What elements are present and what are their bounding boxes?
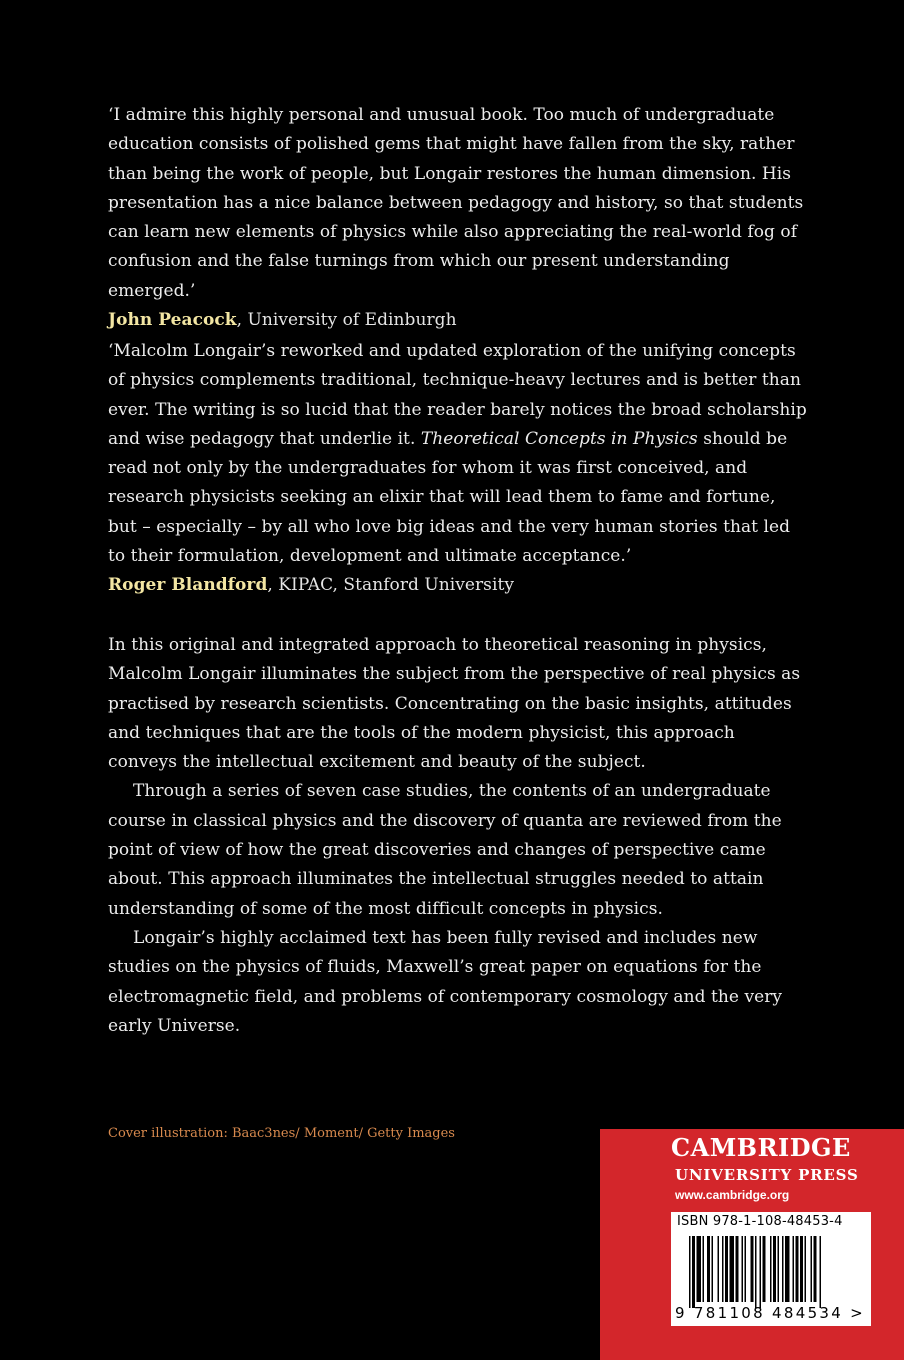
barcode-box: [671, 1212, 871, 1326]
publisher-url: www.cambridge.org: [675, 1188, 790, 1202]
description-paragraph: Longair’s highly acclaimed text has been fully revised and includes new studies on the physics of fluids, Maxwell’s great paper on equations for the electromagnetic field, and problems of contemporary cosmology and the very early Universe.: [108, 927, 783, 1036]
isbn-label: ISBN 978-1-108-48453-4: [677, 1214, 843, 1229]
barcode-digits: 9 781108 484534 >: [675, 1304, 866, 1322]
quote-affiliation: , University of Edinburgh: [236, 310, 457, 331]
barcode-bar: [800, 1236, 803, 1302]
barcode-bar: [805, 1236, 807, 1302]
barcode-bar: [707, 1236, 710, 1302]
barcode-bar: [725, 1236, 728, 1302]
barcode-bar: [703, 1236, 705, 1302]
barcode-bar: [782, 1236, 784, 1302]
barcode-bar: [751, 1236, 754, 1302]
publisher-logo-press: UNIVERSITY PRESS: [675, 1166, 859, 1184]
barcode-bar: [796, 1236, 799, 1302]
quote-text: ‘I admire this highly personal and unusual book. Too much of undergraduate education consists of polished gems that might have fallen from the sky, rather than being the work of people, but Longair restores the human dimension. His presentation has a nice balance between pedagogy and history, so that students can learn new elements of physics while also appreciating the real-world fog of confusion and the false turnings from which our present understanding emerged.’: [108, 105, 804, 301]
barcode-bar: [820, 1236, 822, 1308]
publisher-logo-name: CAMBRIDGE: [671, 1133, 851, 1162]
barcode-bar: [760, 1236, 762, 1308]
barcode-bar: [689, 1236, 691, 1308]
description-paragraph: Through a series of seven case studies, the contents of an undergraduate course in classical physics and the discovery of quanta are reviewed from the point of view of how the great discoveries and changes of perspective came about. This approach illuminates the intellectual struggles needed to attain understanding of some of the most difficult concepts in physics.: [108, 781, 782, 919]
barcode-bar: [742, 1236, 744, 1302]
barcode-bar: [718, 1236, 720, 1302]
barcode-bar: [692, 1236, 695, 1308]
barcode-bar: [793, 1236, 795, 1302]
endorsement-quote-peacock: [108, 101, 808, 335]
quote-text-end: should be read not only by the undergraduates for whom it was first conceived, and research physicists seeking an elixir that will lead them to fame and fortune, but – especially – by all who love big ideas and the very human stories that led to their formulation, development and ultimate acceptance.’: [108, 428, 790, 567]
quote-affiliation: , KIPAC, Stanford University: [267, 575, 514, 596]
barcode-bar: [763, 1236, 766, 1302]
barcode-bar: [712, 1236, 714, 1302]
barcode-bar: [778, 1236, 780, 1302]
quote-author: Roger Blandford: [108, 575, 268, 596]
barcode-bar: [811, 1236, 813, 1302]
endorsement-quote-blandford: [108, 337, 808, 601]
quote-text-start: ‘Malcolm Longair’s reworked and updated exploration of the unifying concepts of physics complements traditional, technique-heavy lectures and is better than ever. The writing is so lucid that the reader barely notices the broad scholarship and wise pedagogy that underlie it.: [108, 341, 807, 449]
barcode-bar: [785, 1236, 790, 1302]
book-title: Theoretical Concepts in Physics: [420, 428, 698, 449]
barcode-bar: [814, 1236, 817, 1302]
barcode-bar: [770, 1236, 772, 1302]
quote-author: John Peacock: [108, 310, 237, 331]
barcode-bar: [730, 1236, 735, 1302]
barcode-bar: [755, 1236, 757, 1308]
publisher-panel: [600, 1129, 904, 1360]
description-paragraph: In this original and integrated approach to theoretical reasoning in physics, Malcolm Longair illuminates the subject from the perspective of real physics as practised by research scientists. Concentrating on the basic insights, attitudes and techniques that are the tools of the modern physicist, this approach conveys the intellectual excitement and beauty of the subject.: [108, 635, 801, 773]
barcode-bar: [736, 1236, 739, 1302]
barcode-bar: [697, 1236, 702, 1302]
cover-credit: Cover illustration: Baac3nes/ Moment/ Getty Images: [108, 1126, 455, 1141]
barcode-bar: [745, 1236, 747, 1302]
barcode-bar: [773, 1236, 776, 1302]
barcode-bar: [722, 1236, 724, 1302]
book-description: [108, 631, 808, 1041]
